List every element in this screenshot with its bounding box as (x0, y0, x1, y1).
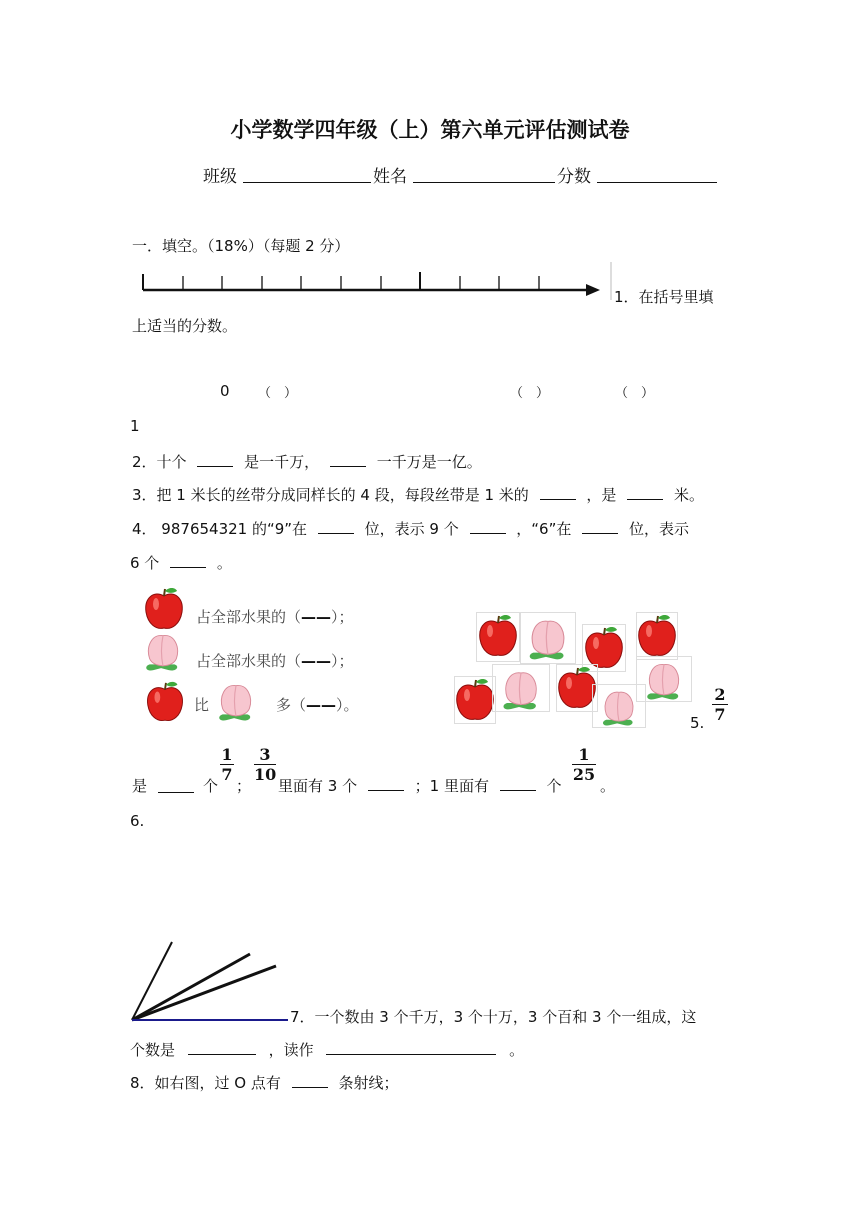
q2-part3: 一千万是一亿。 (376, 453, 482, 471)
q2-blank-2[interactable] (330, 452, 366, 467)
q7-part3: ，读作 (268, 1041, 314, 1059)
q5-line (278, 775, 562, 796)
q2-line (132, 451, 482, 472)
q5-frac-b-num: 3 (259, 745, 271, 764)
q5-part1: 是 (132, 777, 148, 795)
q1-text-b: 上适当的分数。 (132, 317, 238, 335)
q5-fraction-a (220, 746, 234, 783)
q3-blank-2[interactable] (627, 485, 663, 500)
q8-part1: 8．如右图，过 O 点有 (130, 1074, 281, 1092)
q7-part1: 7．一个数由 3 个千万，3 个十万，3 个百和 3 个一组成，这 (290, 1008, 697, 1026)
q5-fraction-main (712, 686, 728, 723)
q4-line-1 (132, 518, 689, 539)
q1-zero: 0 (220, 382, 230, 400)
q5-part4: 里面有 3 个 (278, 777, 358, 795)
fruit-cell (454, 676, 496, 724)
q1-paren-1[interactable]: （ ） (258, 386, 298, 401)
fruit-cell (476, 612, 520, 662)
q5-part2: 个 (203, 777, 219, 795)
q5-frac-a-den: 7 (221, 765, 233, 784)
page-title: 小学数学四年级（上）第六单元评估测试卷 (230, 118, 630, 142)
q7-blank-1[interactable] (188, 1040, 256, 1055)
q7-blank-2[interactable] (326, 1040, 496, 1055)
q1-one: 1 (130, 417, 140, 435)
fruit-close-3: ）。 (336, 696, 359, 714)
number-line (138, 262, 618, 302)
apple-icon (557, 665, 597, 711)
fruit-close-1: ）； (331, 608, 354, 626)
q5-frac-a-num: 1 (221, 745, 233, 764)
fruit-blank-2[interactable]: —— (301, 652, 332, 670)
fruit-line-3a: 比 (194, 696, 210, 714)
q5-part3: ； (236, 777, 252, 795)
q1-text-a: 1．在括号里填 (614, 288, 714, 306)
q5-frac-main-den: 7 (714, 705, 726, 724)
fruit-close-2: ）； (331, 652, 354, 670)
q4-blank-3[interactable] (582, 519, 618, 534)
apple-icon (637, 613, 677, 659)
q5-blank-2[interactable] (368, 776, 404, 791)
fruit-line-2-text: 占全部水果的（ (196, 652, 302, 670)
q3-line (132, 484, 704, 505)
q8-blank-1[interactable] (292, 1073, 328, 1088)
fruit-cell (636, 656, 692, 702)
peach-icon (493, 665, 549, 711)
fruit-line-1 (196, 606, 354, 627)
q5-fraction-c (572, 746, 596, 783)
section-heading: 一．填空。（18%）（每题 2 分） (132, 237, 350, 255)
q5-frac-main-num: 2 (714, 685, 726, 704)
fruit-blank-1[interactable]: —— (301, 608, 332, 626)
name-label: 姓名 (373, 167, 407, 187)
q2-blank-1[interactable] (197, 452, 233, 467)
q5-part5: ；1 里面有 (414, 777, 489, 795)
fruit-cell (492, 664, 550, 712)
q5-frac-c-num: 1 (578, 745, 590, 764)
q5-frac-c-den: 25 (572, 765, 596, 784)
peach-icon (136, 628, 190, 672)
fruit-line-3b (276, 694, 359, 715)
q5-part6: 个 (546, 777, 562, 795)
q4-part1: 4． 987654321 的“9”在 (132, 520, 308, 538)
q3-blank-1[interactable] (540, 485, 576, 500)
apple-icon (477, 613, 519, 659)
q7-part2: 个数是 (130, 1041, 176, 1059)
apple-icon (455, 677, 495, 723)
q5-blank-3[interactable] (500, 776, 536, 791)
apple-icon (144, 680, 186, 724)
apple-icon (142, 586, 186, 632)
q7-part4: 。 (509, 1041, 525, 1059)
fruit-line-3-text: 多（ (276, 696, 307, 714)
peach-icon (521, 613, 575, 661)
q6-label: 6. (130, 812, 145, 830)
q3-part3: 米。 (673, 486, 704, 504)
q4-line-2 (130, 552, 232, 573)
q5-number: 5. (690, 714, 705, 732)
q4-blank-4[interactable] (170, 553, 206, 568)
q5-fraction-b (254, 746, 276, 783)
q7-line-2 (130, 1039, 524, 1060)
fruit-blank-3[interactable]: —— (306, 696, 337, 714)
q5-frac-b-den: 10 (254, 765, 277, 784)
fruit-line-1-text: 占全部水果的（ (196, 608, 302, 626)
q4-part6: 。 (216, 554, 232, 572)
q1-paren-3[interactable]: （ ） (615, 386, 655, 401)
q3-part1: 3．把 1 米长的丝带分成同样长的 4 段，每段丝带是 1 米的 (132, 486, 529, 504)
class-blank[interactable] (243, 182, 371, 183)
q8-line (130, 1072, 398, 1093)
q4-part4: 位，表示 (628, 520, 689, 538)
score-label: 分数 (557, 167, 591, 187)
class-label: 班级 (203, 167, 237, 187)
q4-part2: 位，表示 9 个 (364, 520, 459, 538)
q2-part2: 是一千万， (244, 453, 320, 471)
fruit-cell (520, 612, 576, 664)
q4-blank-2[interactable] (470, 519, 506, 534)
peach-icon (637, 657, 691, 701)
score-blank[interactable] (597, 182, 717, 183)
q5-blank-1[interactable] (158, 778, 194, 793)
q8-part2: 条射线； (338, 1074, 399, 1092)
q2-part1: 2．十个 (132, 453, 187, 471)
q3-part2: ，是 (586, 486, 617, 504)
rays-figure (126, 936, 290, 1026)
q1-paren-2[interactable]: （ ） (510, 386, 550, 401)
fruit-line-2 (196, 650, 354, 671)
q4-part5: 6 个 (130, 554, 160, 572)
q4-part3: ，“6”在 (516, 520, 572, 538)
fruit-cell (636, 612, 678, 660)
q5-part7: 。 (600, 777, 616, 795)
peach-icon (210, 678, 262, 722)
q4-blank-1[interactable] (318, 519, 354, 534)
name-blank[interactable] (413, 182, 555, 183)
